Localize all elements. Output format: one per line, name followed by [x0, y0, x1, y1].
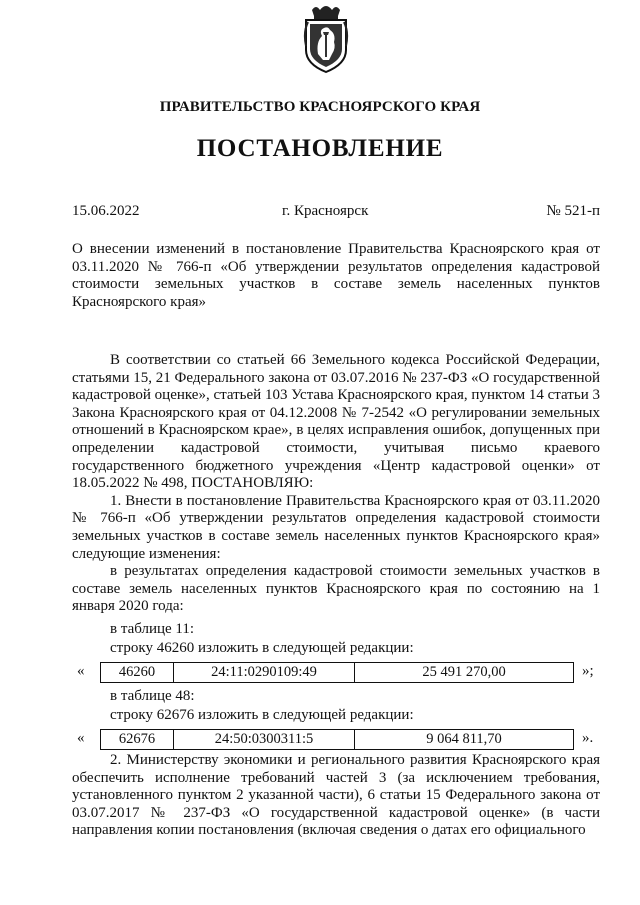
change-1-table-ref: в таблице 11: — [110, 621, 195, 637]
document-number: № 521-п — [546, 203, 600, 219]
change-1-row-ref: строку 46260 изложить в следующей редакции: — [110, 640, 414, 656]
item-1-subparagraph: в результатах определения кадастровой стоимости земельных участков в составе земель населенных пунктов Красноярского края по состоянию на 1 января 2020 года: — [72, 563, 600, 615]
table-row — [101, 730, 574, 750]
close-quote: »; — [582, 663, 594, 679]
row-number-cell: 62676 — [101, 730, 174, 750]
document-type: ПОСТАНОВЛЕНИЕ — [196, 135, 444, 162]
cadastral-value-cell: 25 491 270,00 — [355, 663, 574, 683]
cadastral-number-cell: 24:11:0290109:49 — [174, 663, 355, 683]
item-1-paragraph: 1. Внести в постановление Правительства Красноярского края от 03.11.2020 № 766-п «Об утверждении результатов определения кадастровой стоимости земельных участков в составе земель населенных пунктов Красноярского края» следующие изменения: — [72, 492, 600, 562]
preamble-paragraph: В соответствии со статьей 66 Земельного кодекса Российской Федерации, статьями 15, 21 Федерального закона от 03.07.2016 № 237-ФЗ «О государственной кадастровой оценке», статьей 103 Устава Красноярского края, пунктом 14 статьи 3 Закона Красноярского края от 04.12.2008 № 7-2542 «О регулировании земельных отношений в Красноярском крае», в целях исправления ошибок, допущенных при определении кадастровой стоимости, учитывая письмо краевого государственного бюджетного учреждения «Центр кадастровой оценки» от 18.05.2022 № 498, ПОСТАНОВЛЯЮ: — [72, 352, 600, 492]
row-number-cell: 46260 — [101, 663, 174, 683]
item-2-paragraph: 2. Министерству экономики и регионального развития Красноярского края обеспечить исполнение требований частей 3 (за исключением требования, установленного пунктом 2 указанной части), 6 статьи 15 Федерального закона от 03.07.2017 № 237-ФЗ «О государственной кадастровой оценке» (в части направления копии постановления (включая сведения о датах его официального — [72, 752, 600, 839]
change-2-row-ref: строку 62676 изложить в следующей редакции: — [110, 707, 414, 723]
change-2-replacement-row — [72, 729, 600, 750]
document-body-continued — [72, 752, 600, 840]
change-1-replacement-row — [72, 662, 600, 683]
document-city: г. Красноярск — [282, 203, 369, 219]
document-date: 15.06.2022 — [72, 203, 140, 219]
close-quote: ». — [582, 730, 594, 746]
document-body — [72, 352, 600, 616]
change-2-table — [100, 729, 574, 750]
organization-name: ПРАВИТЕЛЬСТВО КРАСНОЯРСКОГО КРАЯ — [159, 99, 481, 115]
open-quote: « — [77, 663, 85, 679]
cadastral-number-cell: 24:50:0300311:5 — [174, 730, 355, 750]
open-quote: « — [77, 730, 85, 746]
subject-text: О внесении изменений в постановление Правительства Красноярского края от 03.11.2020 № 766-п «Об утверждении результатов определения кадастровой стоимости земельных участков в составе земель населенных пунктов Красноярского края» — [72, 241, 600, 310]
cadastral-value-cell: 9 064 811,70 — [355, 730, 574, 750]
table-row — [101, 663, 574, 683]
change-2-table-ref: в таблице 48: — [110, 688, 195, 704]
change-1-table — [100, 662, 574, 683]
krasnoyarsk-coat-of-arms-icon — [302, 2, 350, 74]
document-subject — [72, 241, 600, 311]
